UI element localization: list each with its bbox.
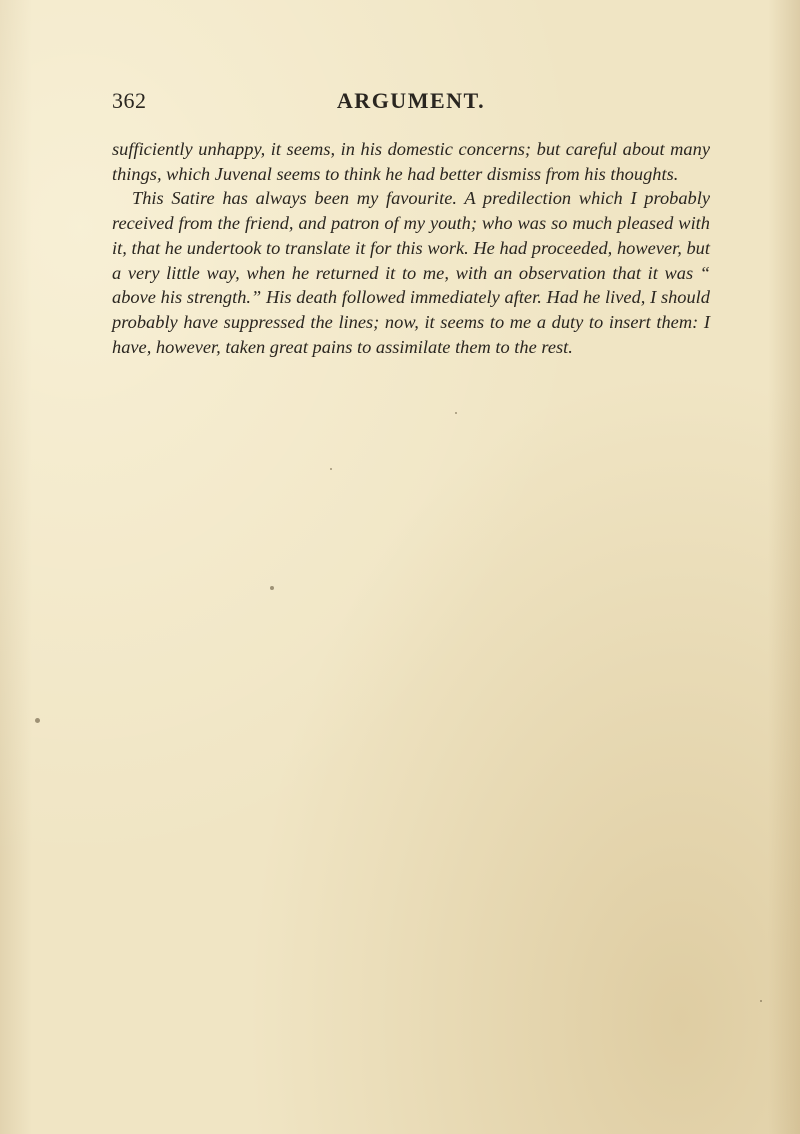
paper-speck (330, 468, 332, 470)
paper-speck (760, 1000, 762, 1002)
paper-speck (35, 718, 40, 723)
paper-speck (455, 412, 457, 414)
running-head: ARGUMENT. (336, 88, 486, 113)
page-number: 362 (112, 88, 147, 113)
paper-speck (270, 586, 274, 590)
paragraph: sufficiently unhappy, it seems, in his domestic concerns; but careful about many things, which Juvenal seems to think he had better dismiss from his thoughts. (112, 139, 710, 184)
body-text (112, 137, 710, 359)
page-header (112, 88, 710, 128)
paragraph: This Satire has always been my favourite. A predilection which I probably received from the friend, and patron of my youth; who was so much pleased with it, that he undertook to translate it for this work. He had proceeded, however, but a very little way, when he returned it to me, with an observation that it was “ above his strength.” His death followed immediately after. Had he lived, I should probably have suppressed the lines; now, it seems to me a duty to insert them: I have, however, taken great pains to assimilate them to the rest. (112, 188, 710, 357)
